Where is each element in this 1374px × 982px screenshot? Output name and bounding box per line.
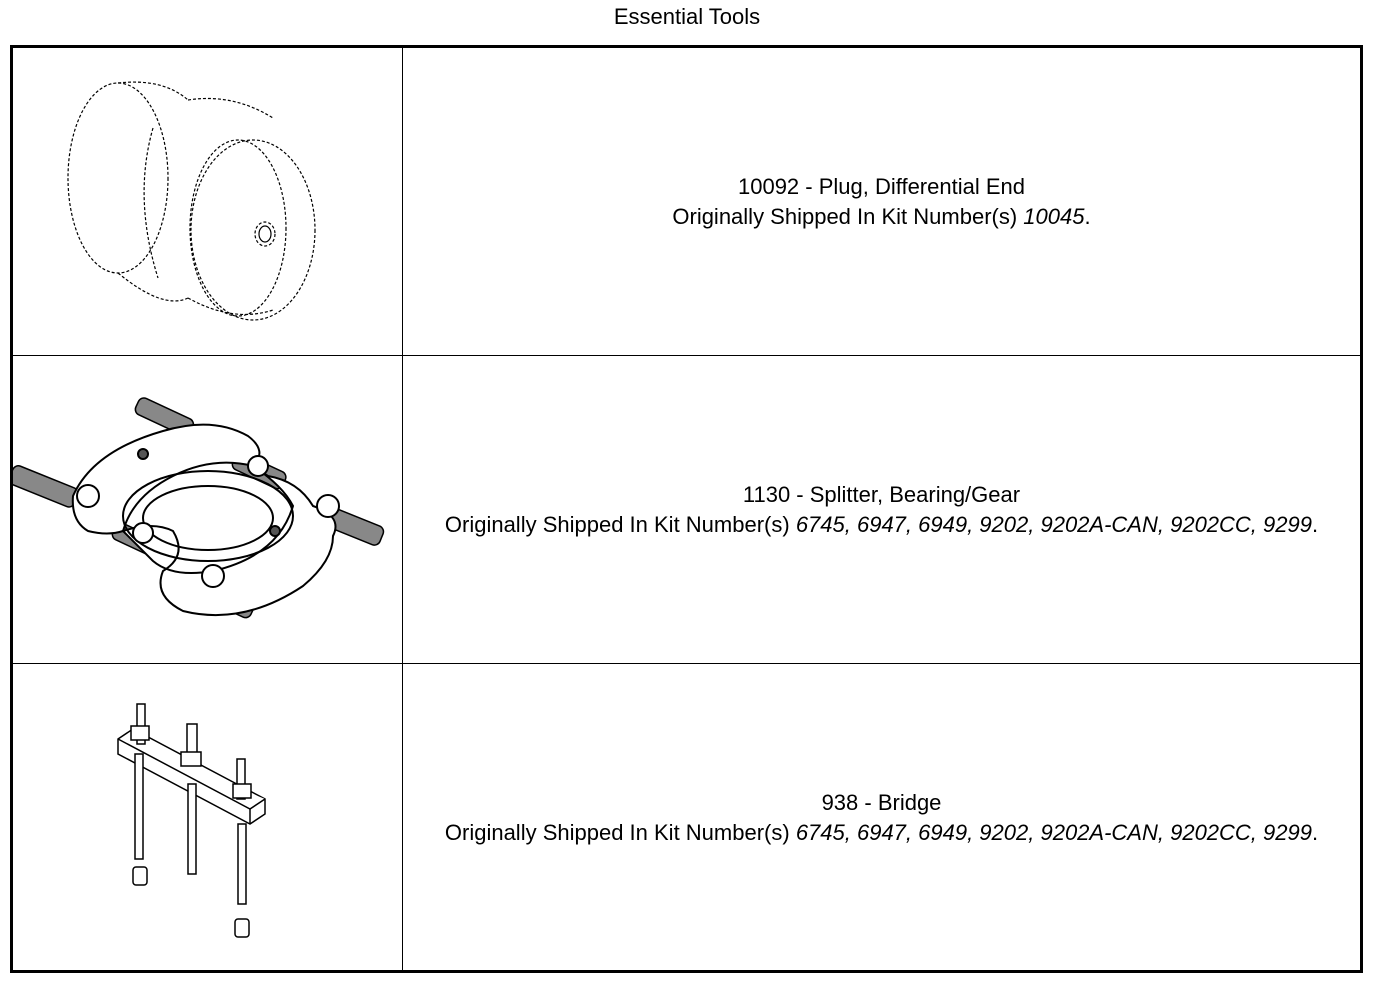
tool-row [13,664,1360,971]
kit-numbers: 10045 [1023,203,1085,229]
kit-suffix: . [1311,819,1319,845]
tool-row [13,48,1360,355]
tool-kit-line [445,510,1318,540]
kit-numbers: 6745, 6947, 6949, 9202, 9202A-CAN, 9202CC, 9299 [795,819,1312,845]
tool-heading: 1130 - Splitter, Bearing/Gear [742,481,1021,507]
kit-suffix: . [1084,203,1091,229]
tool-description-cell [403,356,1360,663]
tool-heading: 938 - Bridge [821,789,942,815]
kit-prefix: Originally Shipped In Kit Number(s) [672,203,1024,229]
tool-description-cell [403,48,1360,355]
bearing-splitter-icon [13,356,403,663]
tool-kit-line [672,202,1090,232]
page-title: Essential Tools [613,4,761,29]
tool-heading: 10092 - Plug, Differential End [737,173,1025,199]
tool-row [13,356,1360,663]
kit-prefix: Originally Shipped In Kit Number(s) [444,819,796,845]
puller-bridge-icon [13,664,403,971]
kit-numbers: 6745, 6947, 6949, 9202, 9202A-CAN, 9202CC, 9299 [795,511,1312,537]
differential-end-plug-icon [13,48,403,355]
tools-table [10,45,1363,973]
tool-image-cell [13,664,403,971]
tool-image-cell [13,356,403,663]
tool-kit-line [445,818,1318,848]
kit-suffix: . [1311,511,1319,537]
tool-image-cell [13,48,403,355]
kit-prefix: Originally Shipped In Kit Number(s) [444,511,796,537]
tool-description-cell [403,664,1360,971]
